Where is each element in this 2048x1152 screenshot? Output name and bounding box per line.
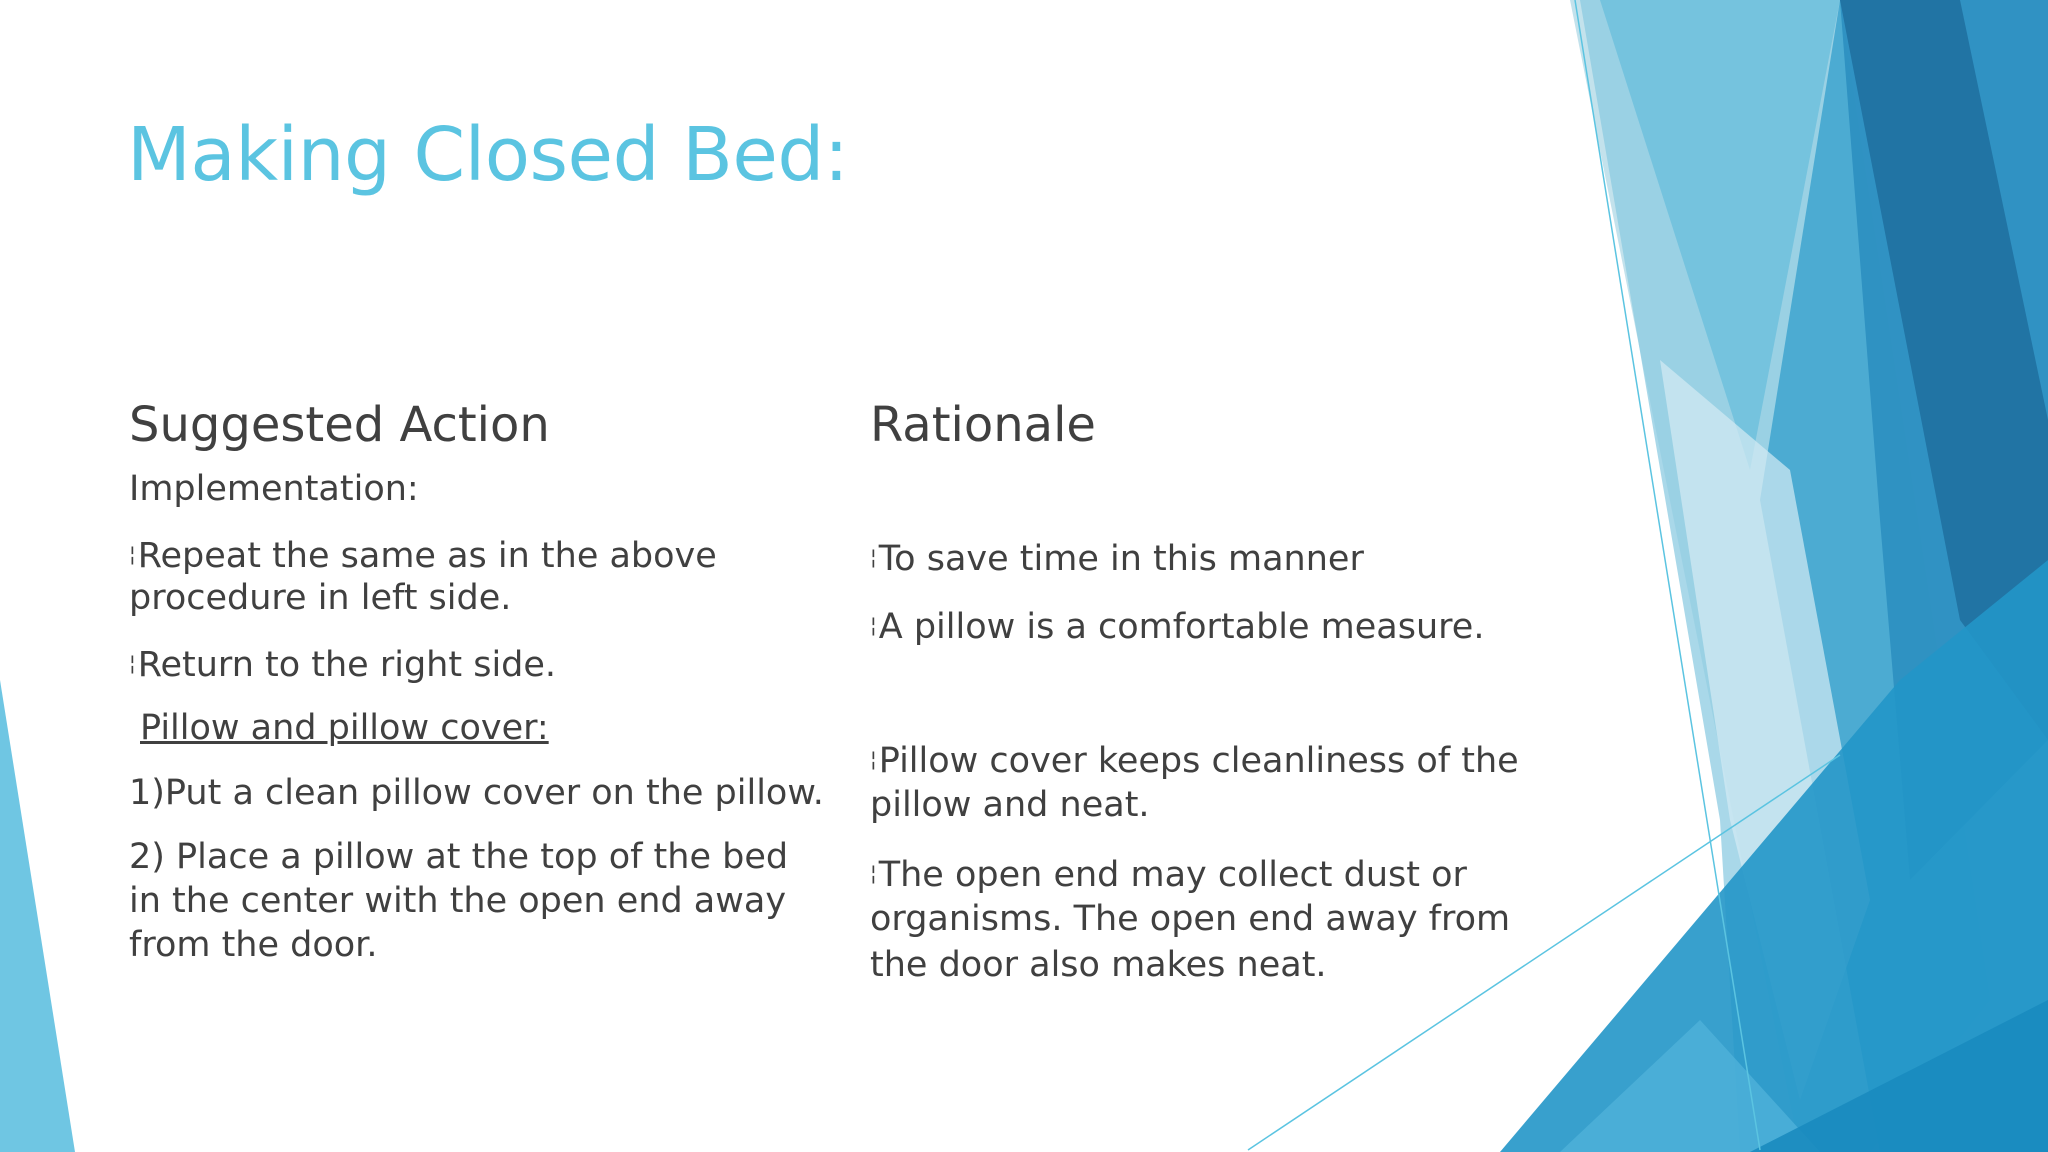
- slide-title: Making Closed Bed:: [127, 112, 849, 198]
- step-2-line2: in the center with the open end away: [129, 881, 787, 921]
- rationale-item-open-end-line1: The open end may collect dust or: [878, 855, 1467, 895]
- rationale-item-save-time-text: To save time in this manner: [878, 539, 1364, 579]
- step-1: 1)Put a clean pillow cover on the pillow.: [129, 773, 824, 813]
- rationale-item-cleanliness-line2: pillow and neat.: [870, 785, 1150, 825]
- step-2-line3: from the door.: [129, 925, 378, 965]
- implementation-label: Implementation:: [129, 469, 419, 509]
- bullet-icon: ¦: [129, 651, 136, 675]
- action-item-repeat-line2: procedure in left side.: [129, 578, 512, 618]
- pillow-cover-heading: Pillow and pillow cover:: [140, 708, 549, 748]
- rationale-item-pillow-text: A pillow is a comfortable measure.: [878, 607, 1485, 647]
- bullet-icon: ¦: [870, 545, 877, 569]
- rationale-heading: Rationale: [870, 397, 1096, 453]
- rationale-item-open-end-line2: organisms. The open end away from: [870, 899, 1511, 939]
- rationale-item-open-end-line3: the door also makes neat.: [870, 945, 1327, 985]
- bullet-icon: ¦: [870, 613, 877, 637]
- action-item-return: [129, 641, 556, 687]
- rationale-item-pillow: [870, 603, 1484, 649]
- action-item-repeat-line1: Repeat the same as in the above: [137, 536, 717, 576]
- rationale-item-cleanliness: [870, 737, 1519, 783]
- rationale-item-save-time: [870, 535, 1364, 581]
- step-2-line1: 2) Place a pillow at the top of the bed: [129, 837, 789, 877]
- rationale-item-open-end: [870, 851, 1467, 897]
- action-item-return-text: Return to the right side.: [137, 645, 557, 685]
- suggested-action-heading: Suggested Action: [129, 397, 550, 453]
- rationale-item-cleanliness-line1: Pillow cover keeps cleanliness of the: [878, 741, 1519, 781]
- bullet-icon: ¦: [870, 861, 877, 885]
- bullet-icon: ¦: [870, 747, 877, 771]
- bullet-icon: ¦: [129, 542, 136, 566]
- action-item-repeat: [129, 532, 717, 578]
